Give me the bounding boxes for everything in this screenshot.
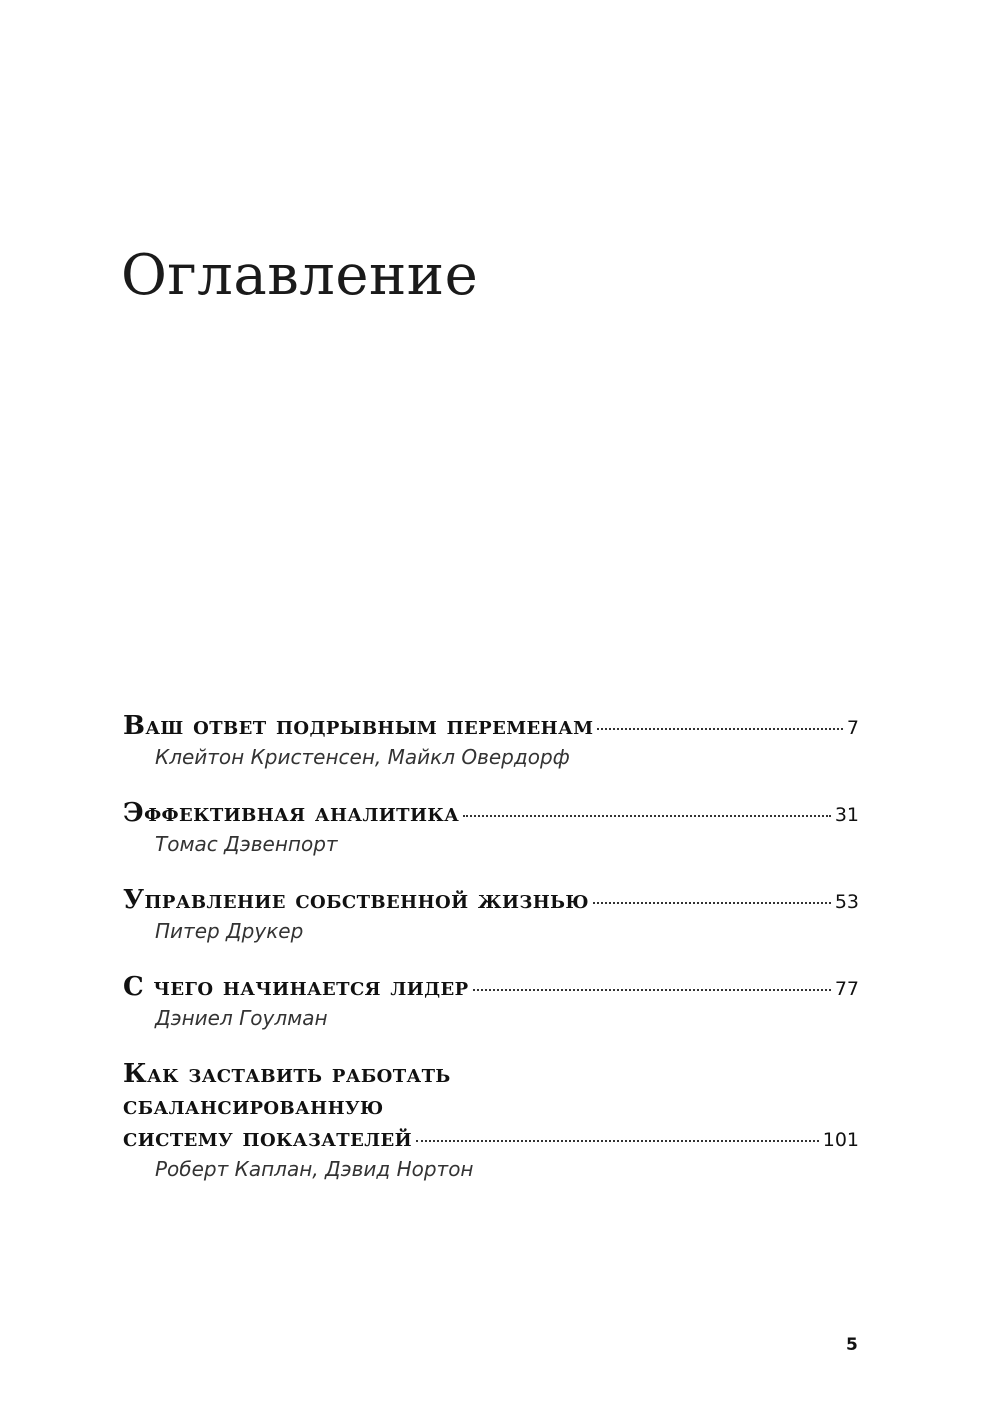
table-of-contents <box>123 711 859 1210</box>
toc-entry-page: 7 <box>846 717 859 739</box>
toc-entry <box>123 885 859 945</box>
toc-entry-title: Ваш ответ подрывным переменам <box>123 711 594 741</box>
toc-entry-title: Эффективная аналитика <box>123 798 460 828</box>
toc-leader-dots <box>473 989 831 991</box>
toc-leader-dots <box>463 815 831 817</box>
toc-leader-dots <box>593 902 831 904</box>
toc-entry-title: Управление собственной жизнью <box>123 885 589 915</box>
toc-entry-line <box>123 1123 859 1155</box>
toc-entry <box>123 972 859 1032</box>
toc-entry-authors: Томас Дэвенпорт <box>155 832 338 856</box>
page-number: 5 <box>846 1335 858 1355</box>
toc-entry-line <box>123 885 859 917</box>
page-title: Оглавление <box>121 243 479 308</box>
toc-entry-title: сбалансированную <box>123 1091 384 1121</box>
toc-entry-page: 53 <box>834 891 859 913</box>
toc-entry-authors: Дэниел Гоулман <box>155 1006 328 1030</box>
toc-entry-authors: Роберт Каплан, Дэвид Нортон <box>155 1157 474 1181</box>
toc-entry <box>123 798 859 858</box>
toc-entry <box>123 711 859 771</box>
toc-leader-dots <box>597 728 842 730</box>
toc-entry-authors: Клейтон Кристенсен, Майкл Овердорф <box>155 745 570 769</box>
toc-entry-title: систему показателей <box>123 1123 413 1153</box>
toc-entry-title-line <box>123 1059 859 1091</box>
toc-entry-line <box>123 798 859 830</box>
toc-entry-page: 31 <box>834 804 859 826</box>
toc-leader-dots <box>416 1140 819 1142</box>
toc-entry-page: 101 <box>822 1129 859 1151</box>
toc-entry <box>123 1059 859 1183</box>
toc-entry-title: Как заставить работать <box>123 1059 451 1089</box>
toc-entry-title: С чего начинается лидер <box>123 972 469 1002</box>
toc-entry-title-line <box>123 1091 859 1123</box>
toc-entry-page: 77 <box>834 978 859 1000</box>
toc-entry-line <box>123 972 859 1004</box>
toc-entry-line <box>123 711 859 743</box>
toc-entry-authors: Питер Друкер <box>155 919 304 943</box>
